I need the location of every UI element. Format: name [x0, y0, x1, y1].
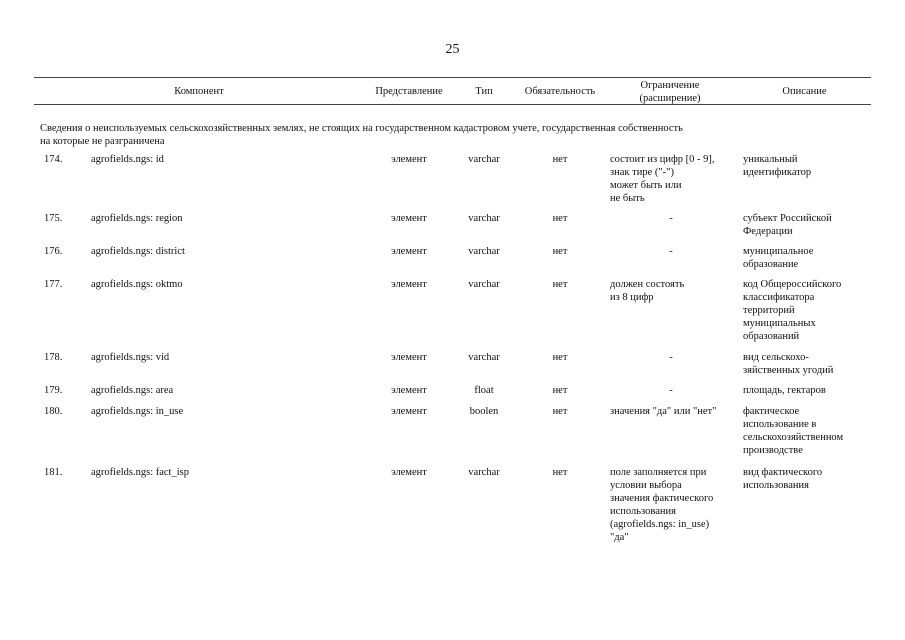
row-component: agrofields.ngs: area — [91, 385, 174, 396]
row-required: нет — [552, 352, 568, 363]
row-number: 180. — [44, 406, 63, 417]
row-description: фактическое использование в сельскохозяйственном производстве — [743, 406, 844, 456]
row-required: нет — [552, 246, 568, 257]
row-representation: элемент — [391, 467, 427, 478]
row-type: float — [474, 385, 494, 396]
row-constraint: значения "да" или "нет" — [610, 406, 717, 417]
row-representation: элемент — [391, 352, 427, 363]
row-type: varchar — [468, 213, 500, 224]
row-constraint: - — [669, 352, 673, 363]
row-representation: элемент — [391, 385, 427, 396]
row-required: нет — [552, 279, 568, 290]
row-number: 176. — [44, 246, 63, 257]
row-component: agrofields.ngs: region — [91, 213, 183, 224]
row-component: agrofields.ngs: in_use — [91, 406, 184, 417]
row-required: нет — [552, 213, 568, 224]
row-required: нет — [552, 467, 568, 478]
header-required: Обязательность — [524, 86, 596, 97]
row-number: 178. — [44, 352, 63, 363]
row-number: 177. — [44, 279, 63, 290]
header-description: Описание — [782, 86, 827, 97]
row-number: 174. — [44, 154, 63, 165]
row-component: agrofields.ngs: oktmo — [91, 279, 183, 290]
row-component: agrofields.ngs: vid — [91, 352, 170, 363]
page-number: 25 — [445, 42, 460, 57]
row-number: 175. — [44, 213, 63, 224]
row-component: agrofields.ngs: fact_isp — [91, 467, 189, 478]
row-number: 181. — [44, 467, 63, 478]
row-type: varchar — [468, 467, 500, 478]
row-description: код Общероссийского классификатора территорий муниципальных образований — [743, 279, 842, 342]
row-representation: элемент — [391, 213, 427, 224]
row-component: agrofields.ngs: id — [91, 154, 164, 165]
row-component: agrofields.ngs: district — [91, 246, 185, 257]
row-representation: элемент — [391, 406, 427, 417]
row-required: нет — [552, 154, 568, 165]
row-description: площадь, гектаров — [743, 385, 826, 396]
row-constraint: состоит из цифр [0 - 9], знак тире ("-") может быть или не быть — [610, 154, 715, 204]
row-representation: элемент — [391, 246, 427, 257]
row-constraint: - — [669, 246, 673, 257]
header-representation: Представление — [375, 86, 443, 97]
row-description: субъект Российской Федерации — [743, 213, 832, 237]
row-type: boolen — [469, 406, 499, 417]
row-type: varchar — [468, 154, 500, 165]
row-type: varchar — [468, 246, 500, 257]
row-representation: элемент — [391, 154, 427, 165]
row-required: нет — [552, 406, 568, 417]
header-type: Тип — [475, 86, 493, 97]
header-constraint: Ограничение (расширение) — [639, 79, 701, 104]
row-description: вид фактического использования — [743, 467, 823, 491]
header-component: Компонент — [174, 86, 224, 97]
row-description: уникальный идентификатор — [743, 154, 812, 178]
row-constraint: должен состоять из 8 цифр — [610, 279, 685, 303]
row-representation: элемент — [391, 279, 427, 290]
row-constraint: - — [669, 213, 673, 224]
row-type: varchar — [468, 279, 500, 290]
row-required: нет — [552, 385, 568, 396]
row-constraint: - — [669, 385, 673, 396]
row-number: 179. — [44, 385, 63, 396]
row-description: вид сельскохо- зяйственных угодий — [743, 352, 834, 376]
section-title: Сведения о неиспользуемых сельскохозяйственных землях, не стоящих на государственном кадастровом учете, государственная собственность на которые не разграничена — [40, 123, 683, 147]
row-type: varchar — [468, 352, 500, 363]
row-description: муниципальное образование — [743, 246, 814, 270]
row-constraint: поле заполняется при условии выбора значения фактического использования (agrofields.ngs: in_use) "да" — [610, 467, 714, 543]
